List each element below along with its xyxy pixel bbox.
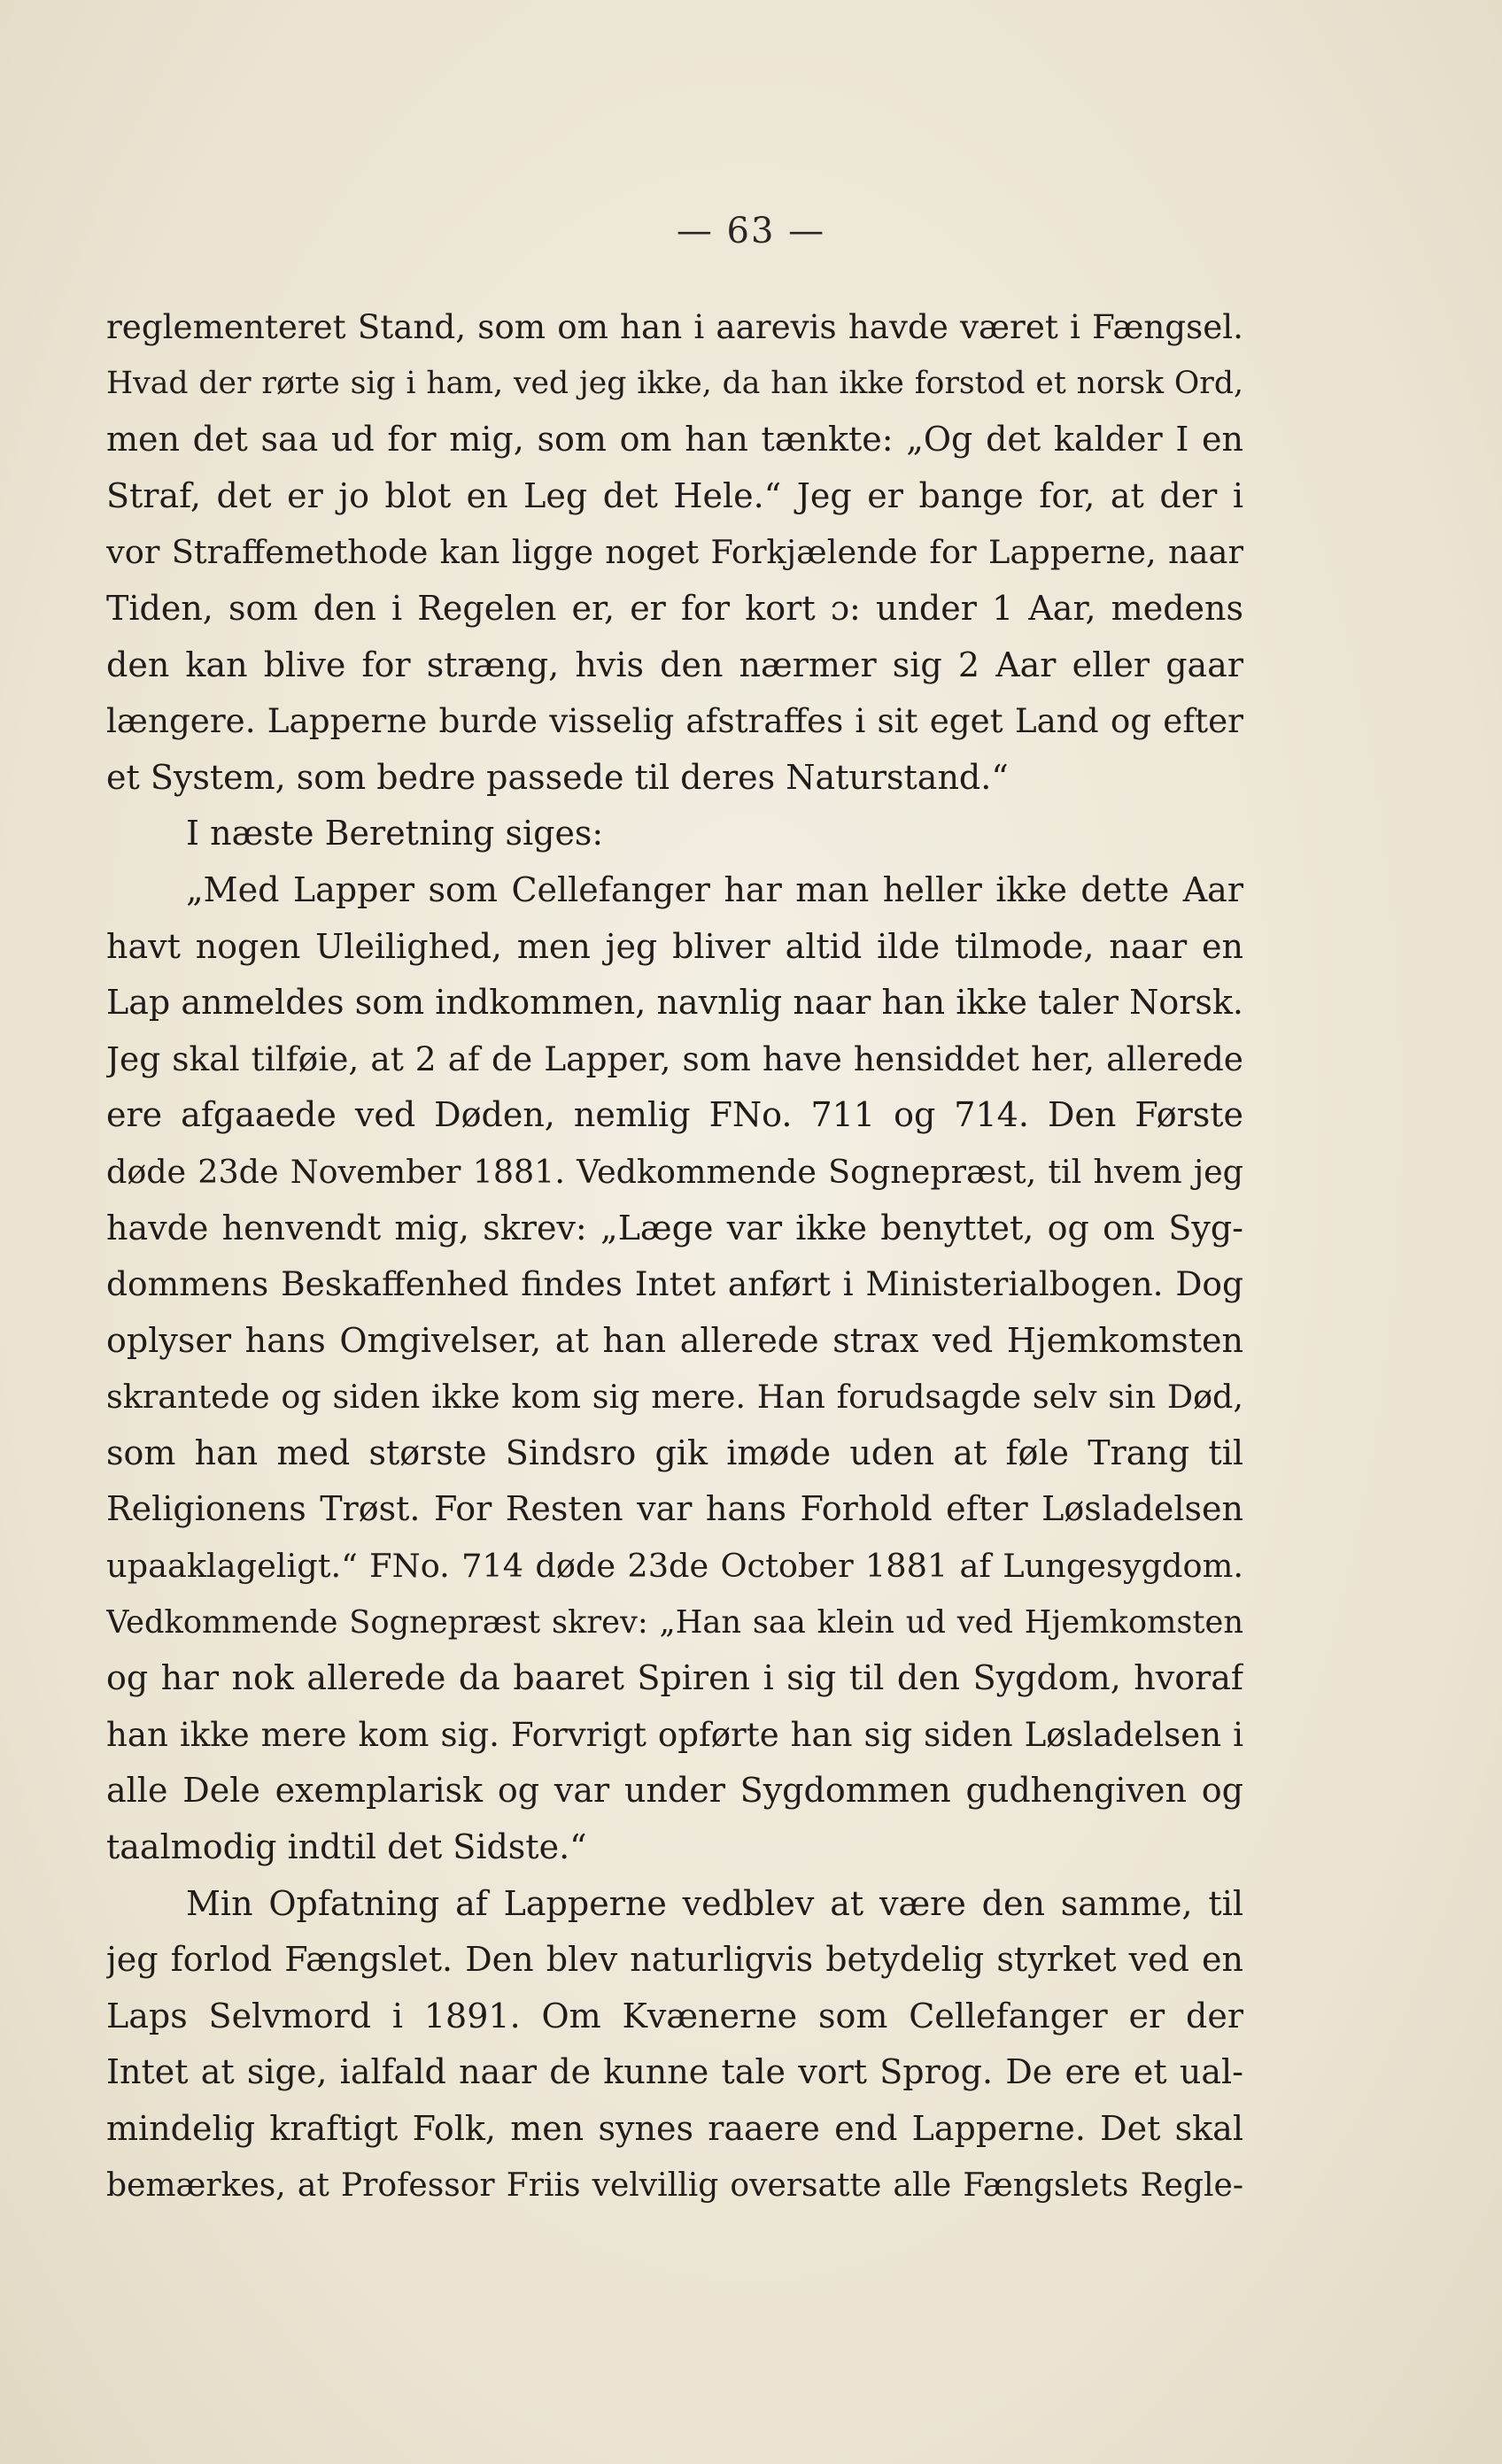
text-line: skrantede og siden ikke kom sig mere. Han forudsagde selv sin Død, bbox=[106, 1378, 1243, 1417]
text-line: Religionens Trøst. For Resten var hans Forhold efter Løsladelsen bbox=[106, 1489, 1243, 1529]
text-line: „Med Lapper som Cellefanger har man heller ikke dette Aar bbox=[186, 869, 1243, 909]
page-number: — 63 — bbox=[676, 211, 826, 251]
text-line: døde 23de November 1881. Vedkommende Sognepræst, til hvem jeg bbox=[106, 1152, 1243, 1191]
text-line: mindelig kraftigt Folk, men synes raaere end Lapperne. Det skal bbox=[106, 2109, 1243, 2148]
text-line: han ikke mere kom sig. Forvrigt opførte han sig siden Løsladelsen i bbox=[106, 1715, 1243, 1754]
text-line: et System, som bedre passede til deres Naturstand.“ bbox=[106, 757, 1009, 797]
text-line: havde henvendt mig, skrev: „Læge var ikke benyttet, og om Syg- bbox=[106, 1208, 1243, 1247]
text-line: I næste Beretning siges: bbox=[186, 814, 604, 854]
text-line: vor Straffemethode kan ligge noget Forkjælende for Lapperne, naar bbox=[106, 533, 1243, 572]
text-line: Hvad der rørte sig i ham, ved jeg ikke, da han ikke forstod et norsk Ord, bbox=[106, 365, 1243, 401]
text-line: taalmodig indtil det Sidste.“ bbox=[106, 1827, 587, 1867]
text-line: Straf, det er jo blot en Leg det Hele.“ Jeg er bange for, at der i bbox=[106, 475, 1243, 515]
text-line: bemærkes, at Professor Friis velvillig oversatte alle Fængslets Regle- bbox=[106, 2167, 1243, 2204]
text-line: Lap anmeldes som indkommen, navnlig naar han ikke taler Norsk. bbox=[106, 983, 1243, 1023]
text-line: som han med største Sindsro gik imøde uden at føle Trang til bbox=[106, 1433, 1243, 1472]
text-line: jeg forlod Fængslet. Den blev naturligvis betydelig styrket ved en bbox=[106, 1940, 1243, 1980]
text-line: dommens Beskaffenhed findes Intet anført i Ministerialbogen. Dog bbox=[106, 1264, 1243, 1304]
text-line: Tiden, som den i Regelen er, er for kort ɔ: under 1 Aar, medens bbox=[106, 588, 1243, 628]
text-line: Laps Selvmord i 1891. Om Kvænerne som Cellefanger er der bbox=[106, 1996, 1243, 2035]
body-text bbox=[106, 299, 1243, 2213]
text-line: alle Dele exemplarisk og var under Sygdommen gudhengiven og bbox=[106, 1771, 1243, 1811]
text-line: upaaklageligt.“ FNo. 714 døde 23de October 1881 af Lungesygdom. bbox=[106, 1547, 1243, 1586]
text-line: Jeg skal tilføie, at 2 af de Lapper, som have hensiddet her, allerede bbox=[106, 1039, 1243, 1078]
text-line: Min Opfatning af Lapperne vedblev at være den samme, til bbox=[186, 1883, 1243, 1923]
text-line: Vedkommende Sognepræst skrev: „Han saa klein ud ved Hjemkomsten bbox=[106, 1603, 1243, 1641]
text-line: men det saa ud for mig, som om han tænkte: „Og det kalder I en bbox=[106, 420, 1243, 460]
text-line: den kan blive for stræng, hvis den nærmer sig 2 Aar eller gaar bbox=[106, 645, 1243, 684]
text-line: Intet at sige, ialfald naar de kunne tale vort Sprog. De ere et ual- bbox=[106, 2052, 1243, 2092]
text-line: og har nok allerede da baaret Spiren i sig til den Sygdom, hvoraf bbox=[106, 1658, 1243, 1698]
text-line: havt nogen Uleilighed, men jeg bliver altid ilde tilmode, naar en bbox=[106, 926, 1243, 966]
text-line: oplyser hans Omgivelser, at han allerede strax ved Hjemkomsten bbox=[106, 1320, 1243, 1360]
text-line: længere. Lapperne burde visselig afstraffes i sit eget Land og efter bbox=[106, 701, 1243, 741]
text-line: reglementeret Stand, som om han i aarevis havde været i Fængsel. bbox=[106, 307, 1243, 346]
text-line: ere afgaaede ved Døden, nemlig FNo. 711 og 714. Den Første bbox=[106, 1095, 1243, 1135]
